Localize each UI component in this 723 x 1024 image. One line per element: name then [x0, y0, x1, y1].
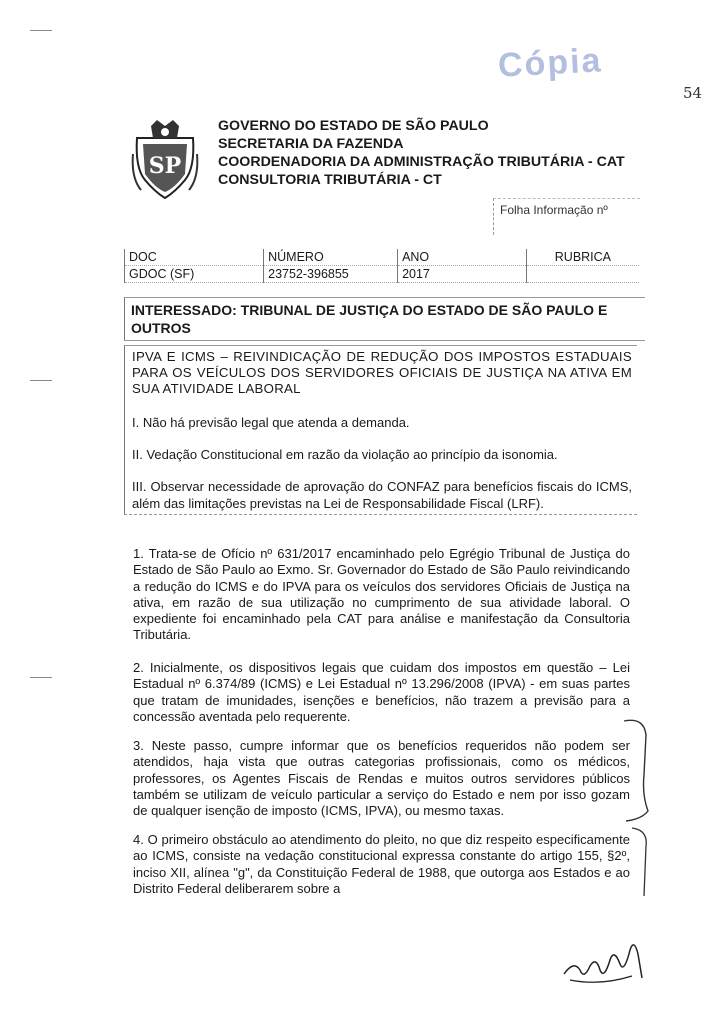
paragraph-2: 2. Inicialmente, os dispositivos legais que cuidam dos impostos em questão – Lei Estadual nº 6.374/89 (ICMS) e Lei Estadual nº 13.296/2008 (IPVA) - em suas partes que tratam de imunidades, isenções e benefícios, não trazem a previsão para a concessão aventada pelo requerente. — [133, 660, 630, 724]
assunto-text: IPVA E ICMS – REIVINDICAÇÃO DE REDUÇÃO DOS IMPOSTOS ESTADUAIS PARA OS VEÍCULOS DOS SERVIDORES OFICIAIS DE JUSTIÇA NA ATIVA EM SUA ATIVIDADE LABORAL — [132, 349, 632, 396]
margin-bracket-mark-2 — [630, 826, 654, 906]
rubrica-value — [526, 266, 639, 283]
document-metadata-table — [124, 249, 639, 283]
margin-tick — [30, 677, 52, 678]
numero-header: NÚMERO — [264, 249, 398, 266]
ano-header: ANO — [398, 249, 527, 266]
header-secretaria: SECRETARIA DA FAZENDA — [218, 136, 404, 152]
document-header — [218, 117, 625, 189]
ementa-item-2: II. Vedação Constitucional em razão da violação ao princípio da isonomia. — [132, 447, 558, 462]
margin-tick — [30, 30, 52, 31]
margin-tick — [30, 380, 52, 381]
margin-bracket-mark — [622, 715, 656, 825]
paragraph-1: 1. Trata-se de Ofício nº 631/2017 encaminhado pelo Egrégio Tribunal de Justiça do Estado de São Paulo ao Exmo. Sr. Governador do Estado de São Paulo reivindicando a redução do ICMS e do IPVA para os veículos dos servidores Oficiais de Justiça na ativa, em razão de sua utilização no cumprimento de sua atividade laboral. O expediente foi encaminhado pela CAT para análise e manifestação da Consultoria Tributária. — [133, 546, 630, 643]
copia-stamp: Cópia — [497, 41, 604, 85]
sao-paulo-coat-of-arms-icon — [131, 118, 199, 200]
handwritten-signature — [560, 930, 650, 990]
folha-informacao: Folha Informação nº — [493, 198, 640, 235]
header-coordenadoria: COORDENADORIA DA ADMINISTRAÇÃO TRIBUTÁRIA - CAT — [218, 154, 625, 170]
ementa-item-1: I. Não há previsão legal que atenda a demanda. — [132, 415, 410, 430]
ano-value: 2017 — [398, 266, 527, 283]
seal-letters: SP — [148, 153, 182, 179]
ementa-item-3: III. Observar necessidade de aprovação do CONFAZ para benefícios fiscais do ICMS, além das limitações previstas na Lei de Responsabilidade Fiscal (LRF). — [132, 479, 632, 511]
interessado-field: INTERESSADO: TRIBUNAL DE JUSTIÇA DO ESTADO DE SÃO PAULO E OUTROS — [124, 297, 645, 341]
header-consultoria: CONSULTORIA TRIBUTÁRIA - CT — [218, 172, 442, 188]
header-government: GOVERNO DO ESTADO DE SÃO PAULO — [218, 118, 489, 134]
page-number: 54 — [683, 84, 703, 102]
paragraph-3: 3. Neste passo, cumpre informar que os benefícios requeridos não podem ser atendidos, haja vista que outras categorias profissionais, como os médicos, professores, os Agentes Fiscais de Rendas e muitos outros servidores públicos também se utilizam de veículo particular a serviço do Estado e nem por isso gozam de qualquer isenção de imposto (ICMS, IPVA), ou mesmo taxas. — [133, 738, 630, 819]
rubrica-header: RUBRICA — [526, 249, 639, 266]
paragraph-4: 4. O primeiro obstáculo ao atendimento do pleito, no que diz respeito especificamente ao ICMS, consiste na vedação constitucional expressa constante do artigo 155, §2º, inciso XII, alínea "g", da Constituição Federal de 1988, que outorga aos Estados e ao Distrito Federal deliberarem sobre a — [133, 832, 630, 896]
doc-value: GDOC (SF) — [125, 266, 264, 283]
doc-header: DOC — [125, 249, 264, 266]
numero-value: 23752-396855 — [264, 266, 398, 283]
